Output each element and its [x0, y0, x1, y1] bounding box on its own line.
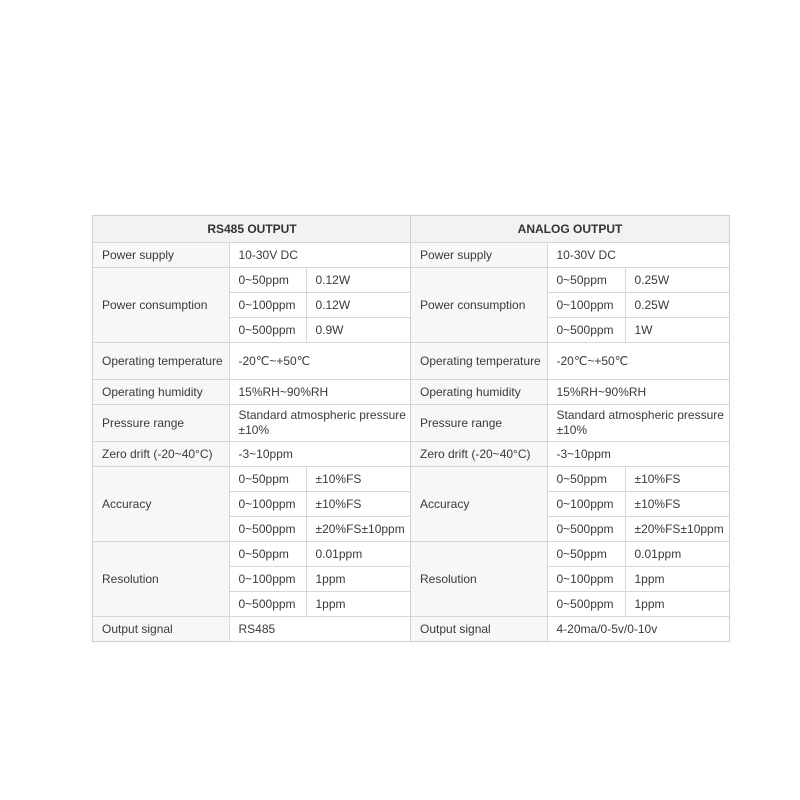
resolution-range: 0~100ppm — [547, 567, 625, 592]
accuracy-value: ±20%FS±10ppm — [625, 517, 729, 542]
resolution-value: 1ppm — [625, 567, 729, 592]
resolution-value: 0.01ppm — [625, 542, 729, 567]
power-consumption-range: 0~100ppm — [547, 293, 625, 318]
accuracy-value: ±10%FS — [306, 492, 411, 517]
table-row — [411, 467, 729, 492]
output-signal-value: RS485 — [229, 617, 411, 642]
table-row — [411, 405, 729, 442]
power-consumption-range: 0~50ppm — [547, 268, 625, 293]
power-supply-value: 10-30V DC — [547, 243, 729, 268]
resolution-label: Resolution — [93, 542, 229, 617]
accuracy-range: 0~500ppm — [547, 517, 625, 542]
power-consumption-range: 0~500ppm — [547, 318, 625, 343]
power-supply-label: Power supply — [411, 243, 547, 268]
table-row — [411, 243, 729, 268]
operating-temperature-value: -20℃~+50℃ — [229, 343, 411, 380]
accuracy-label: Accuracy — [411, 467, 547, 542]
table-row — [93, 343, 411, 380]
operating-humidity-label: Operating humidity — [93, 380, 229, 405]
accuracy-range: 0~100ppm — [547, 492, 625, 517]
zero-drift-label: Zero drift (-20~40°C) — [411, 442, 547, 467]
power-consumption-value: 0.9W — [306, 318, 411, 343]
spec-table — [93, 216, 411, 641]
operating-temperature-label: Operating temperature — [411, 343, 547, 380]
power-consumption-range: 0~500ppm — [229, 318, 306, 343]
resolution-range: 0~500ppm — [229, 592, 306, 617]
power-consumption-label: Power consumption — [93, 268, 229, 343]
table-title: RS485 OUTPUT — [93, 216, 411, 243]
table-row — [411, 268, 729, 293]
resolution-range: 0~50ppm — [547, 542, 625, 567]
table-row — [93, 405, 411, 442]
zero-drift-value: -3~10ppm — [547, 442, 729, 467]
spec-table — [411, 216, 729, 641]
output-signal-label: Output signal — [411, 617, 547, 642]
resolution-value: 0.01ppm — [306, 542, 411, 567]
accuracy-range: 0~500ppm — [229, 517, 306, 542]
table-row — [93, 243, 411, 268]
pressure-range-value: Standard atmospheric pressure ±10% — [229, 405, 411, 442]
table-row — [93, 268, 411, 293]
table-row — [93, 542, 411, 567]
power-consumption-value: 0.25W — [625, 293, 729, 318]
table-header-row — [93, 216, 411, 243]
operating-temperature-value: -20℃~+50℃ — [547, 343, 729, 380]
operating-humidity-label: Operating humidity — [411, 380, 547, 405]
accuracy-value: ±10%FS — [625, 467, 729, 492]
power-consumption-value: 0.25W — [625, 268, 729, 293]
power-consumption-value: 0.12W — [306, 268, 411, 293]
resolution-value: 1ppm — [625, 592, 729, 617]
pressure-range-label: Pressure range — [411, 405, 547, 442]
analog-spec-table — [410, 215, 730, 642]
table-row — [93, 442, 411, 467]
accuracy-range: 0~50ppm — [547, 467, 625, 492]
table-row — [411, 442, 729, 467]
pressure-range-label: Pressure range — [93, 405, 229, 442]
resolution-label: Resolution — [411, 542, 547, 617]
table-row — [411, 343, 729, 380]
power-supply-value: 10-30V DC — [229, 243, 411, 268]
resolution-value: 1ppm — [306, 567, 411, 592]
zero-drift-value: -3~10ppm — [229, 442, 411, 467]
power-consumption-value: 0.12W — [306, 293, 411, 318]
power-consumption-value: 1W — [625, 318, 729, 343]
output-signal-label: Output signal — [93, 617, 229, 642]
rs485-spec-table — [92, 215, 412, 642]
output-signal-value: 4-20ma/0-5v/0-10v — [547, 617, 729, 642]
pressure-range-value: Standard atmospheric pressure ±10% — [547, 405, 729, 442]
accuracy-range: 0~100ppm — [229, 492, 306, 517]
resolution-range: 0~100ppm — [229, 567, 306, 592]
operating-humidity-value: 15%RH~90%RH — [229, 380, 411, 405]
table-row — [411, 380, 729, 405]
table-row — [93, 617, 411, 642]
zero-drift-label: Zero drift (-20~40°C) — [93, 442, 229, 467]
operating-temperature-label: Operating temperature — [93, 343, 229, 380]
accuracy-value: ±20%FS±10ppm — [306, 517, 411, 542]
table-title: ANALOG OUTPUT — [411, 216, 729, 243]
power-supply-label: Power supply — [93, 243, 229, 268]
power-consumption-range: 0~50ppm — [229, 268, 306, 293]
resolution-value: 1ppm — [306, 592, 411, 617]
accuracy-range: 0~50ppm — [229, 467, 306, 492]
table-header-row — [411, 216, 729, 243]
resolution-range: 0~500ppm — [547, 592, 625, 617]
table-row — [93, 467, 411, 492]
accuracy-value: ±10%FS — [306, 467, 411, 492]
resolution-range: 0~50ppm — [229, 542, 306, 567]
table-row — [411, 542, 729, 567]
power-consumption-range: 0~100ppm — [229, 293, 306, 318]
power-consumption-label: Power consumption — [411, 268, 547, 343]
accuracy-value: ±10%FS — [625, 492, 729, 517]
table-row — [411, 617, 729, 642]
accuracy-label: Accuracy — [93, 467, 229, 542]
table-row — [93, 380, 411, 405]
operating-humidity-value: 15%RH~90%RH — [547, 380, 729, 405]
